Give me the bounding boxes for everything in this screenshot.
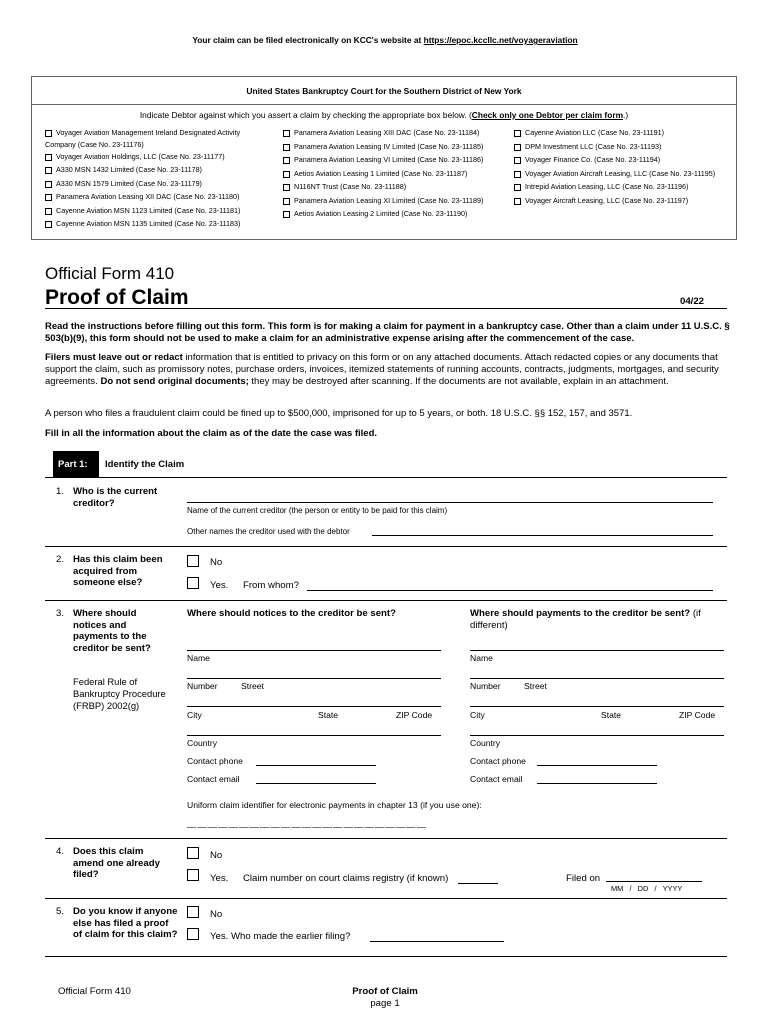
debtor-option[interactable]: Voyager Aviation Holdings, LLC (Case No. 23-11177) <box>45 152 225 161</box>
uci-field[interactable]: __ __ __ __ __ __ __ __ __ __ __ __ __ __ __ __ __ __ __ __ __ __ __ <box>187 818 426 828</box>
q4-no-label: No <box>210 850 223 861</box>
q2-no-label: No <box>210 557 223 568</box>
divider <box>45 956 727 957</box>
debtor-option-continued: Company (Case No. 23-11176) <box>45 140 144 149</box>
court-name: United States Bankruptcy Court for the Southern District of New York <box>246 86 522 96</box>
payment-street-label: Street <box>524 681 547 691</box>
debtor-option[interactable]: Panamera Aviation Leasing XII DAC (Case No. 23-11180) <box>45 192 239 201</box>
divider <box>45 546 727 547</box>
checkbox[interactable] <box>283 144 290 151</box>
checkbox[interactable] <box>45 154 52 161</box>
checkbox[interactable] <box>45 194 52 201</box>
debtor-option[interactable]: Panamera Aviation Leasing XIII DAC (Case No. 23-11184) <box>283 128 479 137</box>
checkbox[interactable] <box>283 184 290 191</box>
q2-number: 2. <box>56 554 65 565</box>
q5-earlier-filing-field[interactable] <box>370 941 504 942</box>
payment-email-field[interactable] <box>537 783 657 784</box>
debtor-option[interactable]: Cayenne Aviation MSN 1123 Limited (Case No. 23-11181) <box>45 206 240 215</box>
q4-number: 4. <box>56 846 65 857</box>
notice-state-label: State <box>318 710 339 720</box>
debtor-option[interactable]: Panamera Aviation Leasing VI Limited (Case No. 23-11186) <box>283 155 483 164</box>
payment-name-field[interactable] <box>470 650 724 651</box>
notice-zip-label: ZIP Code <box>396 710 433 720</box>
payment-city-field[interactable] <box>470 706 724 707</box>
notice-email-field[interactable] <box>256 783 376 784</box>
debtor-option[interactable]: Voyager Aviation Management Ireland Designated Activity <box>45 128 240 137</box>
q2-yes-label: Yes. <box>210 580 229 591</box>
checkbox[interactable] <box>283 171 290 178</box>
form-version: 04/22 <box>680 296 705 307</box>
debtor-option[interactable]: Aetios Aviation Leasing 2 Limited (Case No. 23-11190) <box>283 209 467 218</box>
q2-yes-checkbox[interactable] <box>187 577 199 589</box>
payment-city-label: City <box>470 710 485 720</box>
notice-city-field[interactable] <box>187 706 441 707</box>
checkbox[interactable] <box>45 130 52 137</box>
notice-country-field[interactable] <box>187 735 441 736</box>
part1-rule <box>45 477 727 478</box>
form-title: Proof of Claim <box>45 286 189 309</box>
q5-yes-checkbox[interactable] <box>187 928 199 940</box>
q4-claim-number-label: Claim number on court claims registry (if known) <box>243 873 449 884</box>
payment-state-label: State <box>601 710 622 720</box>
footer-title: Proof of Claim <box>352 986 418 997</box>
notice-phone-label: Contact phone <box>187 756 243 766</box>
checkbox[interactable] <box>45 221 52 228</box>
q4-no-checkbox[interactable] <box>187 847 199 859</box>
debtor-option[interactable]: Panamera Aviation Leasing IV Limited (Case No. 23-11185) <box>283 142 483 151</box>
q4-filed-on-field[interactable] <box>606 881 702 882</box>
debtor-instruction: Indicate Debtor against which you assert a claim by checking the appropriate box below. (Check only one Debtor per claim form.) <box>139 110 629 120</box>
payment-country-field[interactable] <box>470 735 724 736</box>
debtor-option[interactable]: Voyager Aviation Aircraft Leasing, LLC (Case No. 23-11195) <box>514 169 715 178</box>
checkbox[interactable] <box>514 171 521 178</box>
notice-name-label: Name <box>187 653 210 663</box>
divider <box>45 600 727 601</box>
notices-heading: Where should notices to the creditor be sent? <box>187 608 396 619</box>
q4-yes-label: Yes. <box>210 873 229 884</box>
notice-street-field[interactable] <box>187 678 441 679</box>
payment-country-label: Country <box>470 738 501 748</box>
title-rule <box>45 308 727 309</box>
debtor-option[interactable]: A330 MSN 1579 Limited (Case No. 23-11179) <box>45 179 202 188</box>
payment-zip-label: ZIP Code <box>679 710 716 720</box>
divider <box>45 838 727 839</box>
payments-heading: Where should payments to the creditor be sent? (if different) <box>470 608 701 631</box>
q1-name-field[interactable] <box>187 502 713 503</box>
q1-number: 1. <box>56 486 65 497</box>
checkbox[interactable] <box>514 198 521 205</box>
q1-other-names-field[interactable] <box>372 535 713 536</box>
debtor-option[interactable]: Cayenne Aviation LLC (Case No. 23-11191) <box>514 128 664 137</box>
efile-link[interactable]: https://epoc.kccllc.net/voyageraviation <box>423 35 578 45</box>
q5-no-checkbox[interactable] <box>187 906 199 918</box>
fill-all-instruction: Fill in all the information about the claim as of the date the case was filed. <box>45 428 378 439</box>
q2-from-whom-label: From whom? <box>243 580 299 591</box>
checkbox[interactable] <box>514 157 521 164</box>
notice-city-label: City <box>187 710 202 720</box>
intro-text: Read the instructions before filling out this form. This form is for making a claim for payment in a bankruptcy case. Other than a claim under 11 U.S.C. § 503(b)(9), this form should not be used to make a claim for an administrative expense arising after the commencement of the case. <box>45 321 730 344</box>
payment-street-field[interactable] <box>470 678 724 679</box>
notice-name-field[interactable] <box>187 650 441 651</box>
notice-email-label: Contact email <box>187 774 240 784</box>
footer-form-label: Official Form 410 <box>58 986 131 997</box>
uci-label: Uniform claim identifier for electronic payments in chapter 13 (if you use one): <box>187 800 482 810</box>
q4-claim-number-field[interactable] <box>458 883 498 884</box>
payment-email-label: Contact email <box>470 774 523 784</box>
q1-question: Who is the current creditor? <box>73 486 158 509</box>
debtor-option[interactable]: Cayenne Aviation MSN 1135 Limited (Case No. 23-11183) <box>45 219 240 228</box>
q2-no-checkbox[interactable] <box>187 555 199 567</box>
efile-notice <box>0 35 770 45</box>
q4-filed-on-label: Filed on <box>566 873 601 884</box>
q4-question: Does this claim amend one already filed? <box>73 846 160 880</box>
checkbox[interactable] <box>45 181 52 188</box>
payment-number-label: Number <box>470 681 501 691</box>
checkbox[interactable] <box>45 167 52 174</box>
q5-question: Do you know if anyone else has filed a proof of claim for this claim? <box>73 906 178 940</box>
q1-other-names-label: Other names the creditor used with the debtor <box>187 527 350 536</box>
part1-tag-label: Part 1: <box>58 459 88 470</box>
q3-number: 3. <box>56 608 65 619</box>
payment-phone-field[interactable] <box>537 765 657 766</box>
debtor-option[interactable]: Panamera Aviation Leasing XI Limited (Case No. 23-11189) <box>283 196 483 205</box>
checkbox[interactable] <box>283 211 290 218</box>
part1-title: Identify the Claim <box>105 459 185 470</box>
notice-street-label: Street <box>241 681 264 691</box>
filers-text: Filers must leave out or redact information that is entitled to privacy on this form or on any attached documents. Attach redacted copies or any documents that support the claim, such as promissory notes, purchase orders, invoices, itemized statements of running accounts, contracts, judgments, mortgages, and security agreements. Do not send original documents; they may be destroyed after scanning. If the documents are not available, explain in an attachment. <box>45 352 719 387</box>
payment-name-label: Name <box>470 653 493 663</box>
efile-prefix: Your claim can be filed electronically on KCC's website at <box>192 35 424 45</box>
checkbox[interactable] <box>283 157 290 164</box>
checkbox[interactable] <box>514 130 521 137</box>
q1-name-hint: Name of the current creditor (the person or entity to be paid for this claim) <box>187 506 448 515</box>
notice-country-label: Country <box>187 738 218 748</box>
q2-question: Has this claim been acquired from someone else? <box>73 554 163 588</box>
court-divider <box>31 104 737 105</box>
debtor-option[interactable]: Intrepid Aviation Leasing, LLC (Case No. 23-11196) <box>514 182 688 191</box>
official-form-label: Official Form 410 <box>45 264 175 283</box>
payment-phone-label: Contact phone <box>470 756 526 766</box>
checkbox[interactable] <box>45 208 52 215</box>
checkbox[interactable] <box>514 144 521 151</box>
q2-from-whom-field[interactable] <box>307 590 713 591</box>
q3-rule-note: Federal Rule of Bankruptcy Procedure (FRBP) 2002(g) <box>73 676 166 711</box>
divider <box>45 898 727 899</box>
checkbox[interactable] <box>514 184 521 191</box>
q4-date-format: MM / DD / YYYY <box>611 884 683 893</box>
checkbox[interactable] <box>283 130 290 137</box>
fraud-warning: A person who files a fraudulent claim could be fined up to $500,000, imprisoned for up to 5 years, or both. 18 U.S.C. §§ 152, 157, and 3571. <box>45 408 633 419</box>
debtor-option[interactable]: A330 MSN 1432 Limited (Case No. 23-11178) <box>45 165 202 174</box>
q4-yes-checkbox[interactable] <box>187 869 199 881</box>
debtor-option[interactable]: DPM Investment LLC (Case No. 23-11193) <box>514 142 661 151</box>
q3-question: Where should notices and payments to the creditor be sent? <box>73 608 151 654</box>
notice-phone-field[interactable] <box>256 765 376 766</box>
debtor-option[interactable]: N116NT Trust (Case No. 23-11188) <box>283 182 406 191</box>
q5-yes-label: Yes. Who made the earlier filing? <box>210 931 351 942</box>
debtor-option[interactable]: Voyager Finance Co. (Case No. 23-11194) <box>514 155 660 164</box>
q5-no-label: No <box>210 909 223 920</box>
checkbox[interactable] <box>283 198 290 205</box>
footer-page-number: page 1 <box>370 998 400 1009</box>
debtor-option[interactable]: Voyager Aircraft Leasing, LLC (Case No. 23-11197) <box>514 196 688 205</box>
notice-number-label: Number <box>187 681 218 691</box>
debtor-option[interactable]: Aetios Aviation Leasing 1 Limited (Case No. 23-11187) <box>283 169 467 178</box>
q5-number: 5. <box>56 906 65 917</box>
